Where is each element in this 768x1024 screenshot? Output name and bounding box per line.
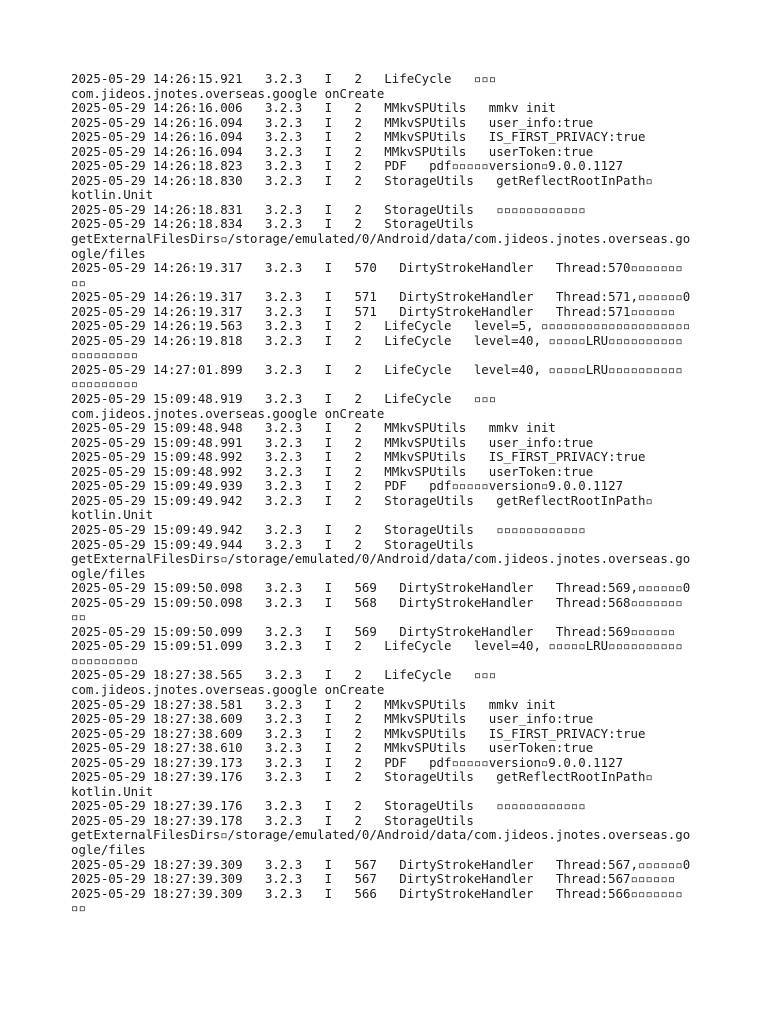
log-line: ▫▫▫▫▫▫▫▫▫ (71, 347, 139, 363)
log-line: 2025-05-29 15:09:48.991 3.2.3 I 2 MMkvSPUtils user_info:true (71, 434, 594, 450)
log-line: 2025-05-29 18:27:38.610 3.2.3 I 2 MMkvSPUtils userToken:true (71, 740, 594, 756)
log-line: 2025-05-29 18:27:38.609 3.2.3 I 2 MMkvSPUtils IS_FIRST_PRIVACY:true (71, 725, 646, 741)
log-line: 2025-05-29 14:26:18.831 3.2.3 I 2 StorageUtils ▫▫▫▫▫▫▫▫▫▫▫▫ (71, 201, 586, 217)
log-line: getExternalFilesDirs▫/storage/emulated/0/Android/data/com.jideos.jnotes.overseas.go (71, 827, 691, 843)
log-line: ogle/files (71, 841, 146, 857)
log-line: 2025-05-29 14:26:18.823 3.2.3 I 2 PDF pdf▫▫▫▫▫version▫9.0.0.1127 (71, 158, 624, 174)
log-line: 2025-05-29 14:27:01.899 3.2.3 I 2 LifeCycle level=40, ▫▫▫▫▫LRU▫▫▫▫▫▫▫▫▫▫ (71, 361, 683, 377)
log-line: 2025-05-29 15:09:50.099 3.2.3 I 569 DirtyStrokeHandler Thread:569▫▫▫▫▫▫ (71, 623, 676, 639)
log-lines (71, 72, 711, 916)
log-line: 2025-05-29 18:27:39.309 3.2.3 I 567 DirtyStrokeHandler Thread:567,▫▫▫▫▫▫0 (71, 856, 691, 872)
log-document (71, 72, 711, 916)
log-line: 2025-05-29 14:26:19.317 3.2.3 I 571 DirtyStrokeHandler Thread:571▫▫▫▫▫▫ (71, 303, 676, 319)
log-line: 2025-05-29 15:09:49.939 3.2.3 I 2 PDF pdf▫▫▫▫▫version▫9.0.0.1127 (71, 478, 624, 494)
log-line: ogle/files (71, 565, 146, 581)
log-line: 2025-05-29 18:27:38.565 3.2.3 I 2 LifeCycle ▫▫▫ (71, 667, 497, 683)
log-line: 2025-05-29 18:27:39.173 3.2.3 I 2 PDF pdf▫▫▫▫▫version▫9.0.0.1127 (71, 754, 624, 770)
log-line: 2025-05-29 18:27:39.176 3.2.3 I 2 StorageUtils ▫▫▫▫▫▫▫▫▫▫▫▫ (71, 798, 586, 814)
log-line: 2025-05-29 18:27:39.176 3.2.3 I 2 StorageUtils getReflectRootInPath▫ (71, 769, 653, 785)
log-line: 2025-05-29 14:26:19.317 3.2.3 I 570 DirtyStrokeHandler Thread:570▫▫▫▫▫▫▫ (71, 260, 683, 276)
log-line: ogle/files (71, 245, 146, 261)
log-line: 2025-05-29 15:09:49.944 3.2.3 I 2 StorageUtils (71, 536, 474, 552)
log-line: com.jideos.jnotes.overseas.google onCreate (71, 405, 385, 421)
log-line: 2025-05-29 15:09:48.992 3.2.3 I 2 MMkvSPUtils IS_FIRST_PRIVACY:true (71, 449, 646, 465)
log-line: 2025-05-29 15:09:50.098 3.2.3 I 568 DirtyStrokeHandler Thread:568▫▫▫▫▫▫▫ (71, 594, 683, 610)
log-line: 2025-05-29 15:09:50.098 3.2.3 I 569 DirtyStrokeHandler Thread:569,▫▫▫▫▫▫0 (71, 580, 691, 596)
log-line: 2025-05-29 14:26:19.317 3.2.3 I 571 DirtyStrokeHandler Thread:571,▫▫▫▫▫▫0 (71, 289, 691, 305)
log-line: 2025-05-29 18:27:39.178 3.2.3 I 2 StorageUtils (71, 812, 474, 828)
log-line: getExternalFilesDirs▫/storage/emulated/0/Android/data/com.jideos.jnotes.overseas.go (71, 551, 691, 567)
log-line: 2025-05-29 15:09:49.942 3.2.3 I 2 StorageUtils ▫▫▫▫▫▫▫▫▫▫▫▫ (71, 521, 586, 537)
log-line: 2025-05-29 15:09:48.992 3.2.3 I 2 MMkvSPUtils userToken:true (71, 463, 594, 479)
log-line: 2025-05-29 14:26:18.834 3.2.3 I 2 StorageUtils (71, 216, 474, 232)
log-line: getExternalFilesDirs▫/storage/emulated/0/Android/data/com.jideos.jnotes.overseas.go (71, 231, 691, 247)
log-line: 2025-05-29 18:27:38.581 3.2.3 I 2 MMkvSPUtils mmkv init (71, 696, 556, 712)
log-line: ▫▫▫▫▫▫▫▫▫ (71, 376, 139, 392)
log-line: 2025-05-29 14:26:16.094 3.2.3 I 2 MMkvSPUtils user_info:true (71, 114, 594, 130)
log-line: 2025-05-29 14:26:16.094 3.2.3 I 2 MMkvSPUtils userToken:true (71, 143, 594, 159)
log-line: 2025-05-29 14:26:19.818 3.2.3 I 2 LifeCycle level=40, ▫▫▫▫▫LRU▫▫▫▫▫▫▫▫▫▫ (71, 332, 683, 348)
log-line: ▫▫▫▫▫▫▫▫▫ (71, 652, 139, 668)
log-line: 2025-05-29 14:26:19.563 3.2.3 I 2 LifeCycle level=5, ▫▫▫▫▫▫▫▫▫▫▫▫▫▫▫▫▫▫▫▫ (71, 318, 691, 334)
log-line: ▫▫ (71, 609, 86, 625)
log-line: 2025-05-29 15:09:51.099 3.2.3 I 2 LifeCycle level=40, ▫▫▫▫▫LRU▫▫▫▫▫▫▫▫▫▫ (71, 638, 683, 654)
log-line: 2025-05-29 15:09:48.948 3.2.3 I 2 MMkvSPUtils mmkv init (71, 420, 556, 436)
log-line: com.jideos.jnotes.overseas.google onCreate (71, 85, 385, 101)
log-line: 2025-05-29 18:27:39.309 3.2.3 I 566 DirtyStrokeHandler Thread:566▫▫▫▫▫▫▫ (71, 885, 683, 901)
log-line: 2025-05-29 14:26:16.094 3.2.3 I 2 MMkvSPUtils IS_FIRST_PRIVACY:true (71, 129, 646, 145)
log-line: com.jideos.jnotes.overseas.google onCreate (71, 681, 385, 697)
log-line: ▫▫ (71, 900, 86, 916)
log-line: 2025-05-29 14:26:15.921 3.2.3 I 2 LifeCycle ▫▫▫ (71, 71, 497, 86)
log-line: 2025-05-29 14:26:18.830 3.2.3 I 2 StorageUtils getReflectRootInPath▫ (71, 172, 653, 188)
log-line: kotlin.Unit (71, 507, 154, 523)
log-line: ▫▫ (71, 274, 86, 290)
log-line: kotlin.Unit (71, 187, 154, 203)
log-line: 2025-05-29 18:27:39.309 3.2.3 I 567 DirtyStrokeHandler Thread:567▫▫▫▫▫▫ (71, 871, 676, 887)
log-line: 2025-05-29 15:09:48.919 3.2.3 I 2 LifeCycle ▫▫▫ (71, 391, 497, 407)
log-line: 2025-05-29 14:26:16.006 3.2.3 I 2 MMkvSPUtils mmkv init (71, 100, 556, 116)
log-line: kotlin.Unit (71, 783, 154, 799)
log-line: 2025-05-29 18:27:38.609 3.2.3 I 2 MMkvSPUtils user_info:true (71, 711, 594, 727)
log-line: 2025-05-29 15:09:49.942 3.2.3 I 2 StorageUtils getReflectRootInPath▫ (71, 492, 653, 508)
